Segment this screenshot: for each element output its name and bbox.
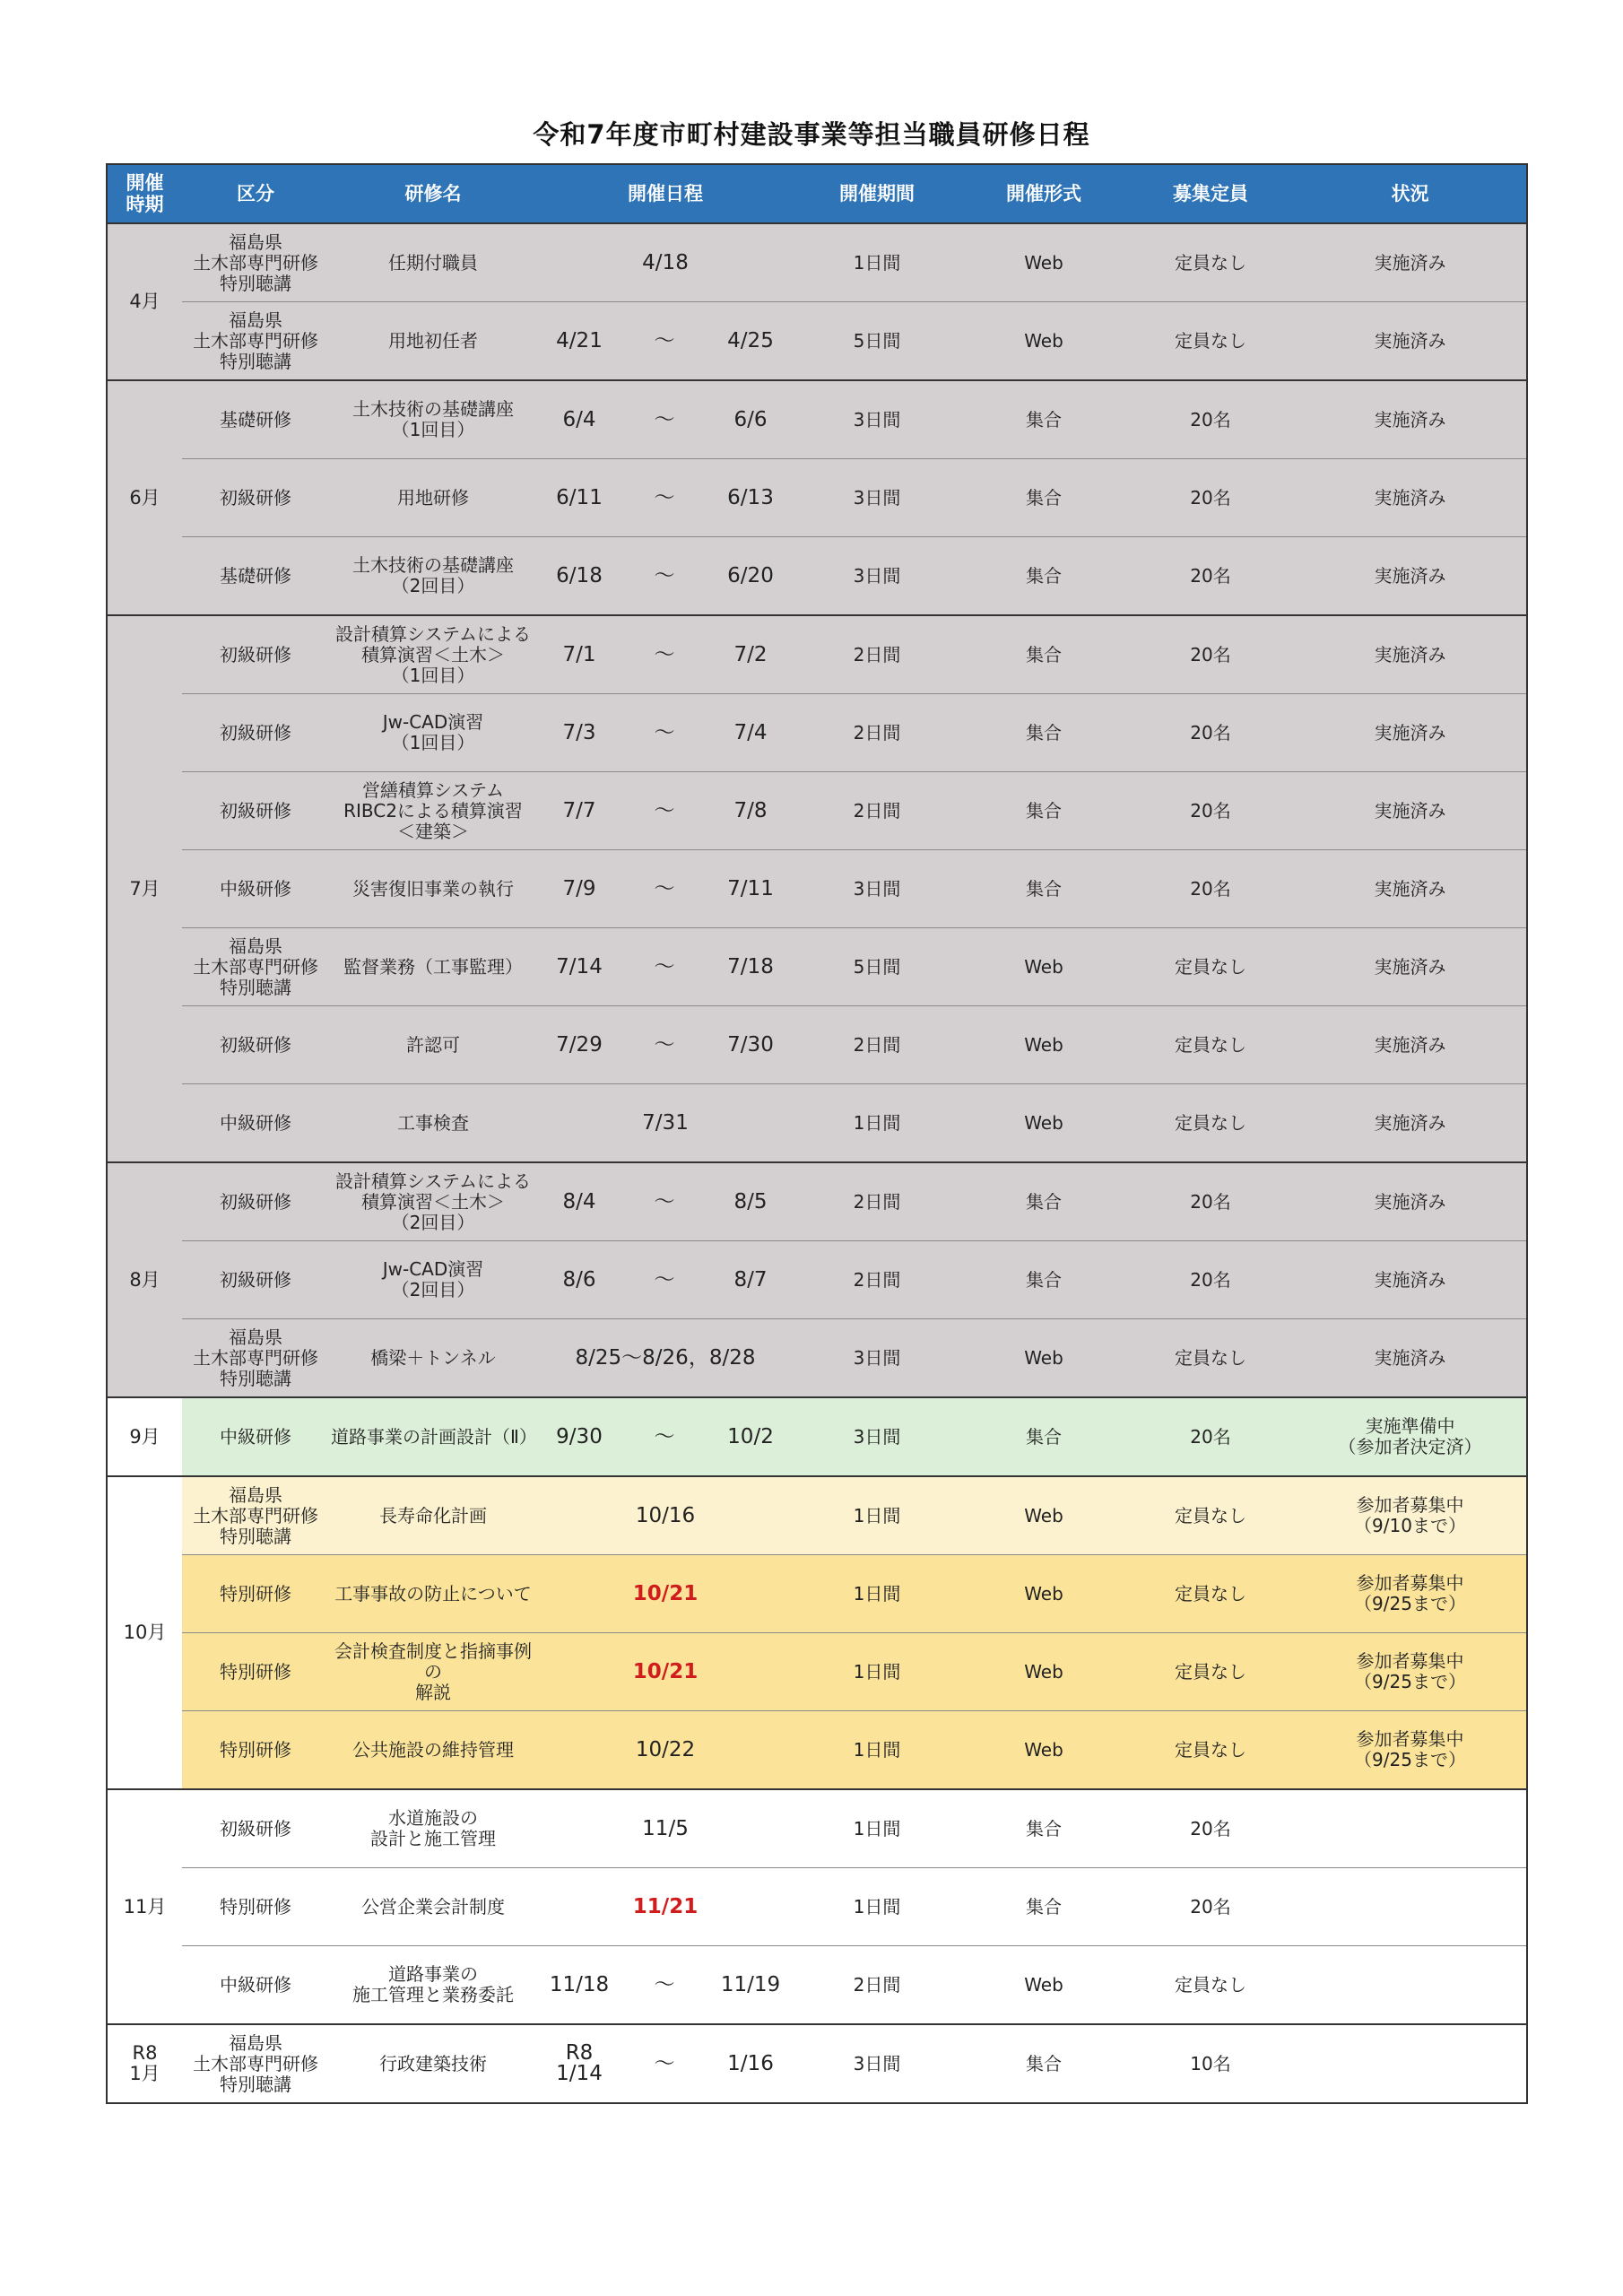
duration-cell: 1日間 — [794, 1555, 960, 1633]
duration-cell: 1日間 — [794, 1789, 960, 1868]
category-cell: 初級研修 — [182, 1006, 329, 1084]
format-cell: 集合 — [960, 2024, 1127, 2103]
course-name-cell: 工事事故の防止について — [329, 1555, 537, 1633]
date-cell: 10/22 — [537, 1711, 794, 1790]
table-row — [107, 1397, 1527, 1476]
date-separator: ～ — [621, 1946, 707, 2025]
start-date-cell: 9/30 — [537, 1397, 621, 1476]
status-cell — [1294, 1946, 1527, 2025]
capacity-cell: 定員なし — [1127, 302, 1294, 381]
format-cell: Web — [960, 302, 1127, 381]
table-row — [107, 772, 1527, 850]
course-name-cell: 営繕積算システム RIBC2による積算演習 ＜建築＞ — [329, 772, 537, 850]
duration-cell: 5日間 — [794, 928, 960, 1006]
table-row — [107, 1555, 1527, 1633]
category-cell: 基礎研修 — [182, 380, 329, 459]
table-row — [107, 1868, 1527, 1946]
capacity-cell: 20名 — [1127, 1397, 1294, 1476]
course-name-cell: 水道施設の 設計と施工管理 — [329, 1789, 537, 1868]
capacity-cell: 20名 — [1127, 1162, 1294, 1241]
start-date-cell: 7/14 — [537, 928, 621, 1006]
end-date-cell: 7/4 — [707, 694, 794, 772]
month-cell: 4月 — [107, 223, 182, 380]
course-name-cell: 工事検査 — [329, 1084, 537, 1163]
start-date-cell: 7/29 — [537, 1006, 621, 1084]
table-row — [107, 1711, 1527, 1790]
category-cell: 福島県 土木部専門研修 特別聴講 — [182, 1319, 329, 1398]
start-date-cell: R8 1/14 — [537, 2024, 621, 2103]
status-cell: 実施済み — [1294, 302, 1527, 381]
table-row — [107, 850, 1527, 928]
date-separator: ～ — [621, 302, 707, 381]
course-name-cell: 道路事業の計画設計（Ⅱ） — [329, 1397, 537, 1476]
date-separator: ～ — [621, 380, 707, 459]
status-cell: 実施済み — [1294, 928, 1527, 1006]
category-cell: 初級研修 — [182, 772, 329, 850]
capacity-cell: 定員なし — [1127, 1946, 1294, 2025]
table-row — [107, 928, 1527, 1006]
format-cell: Web — [960, 1633, 1127, 1711]
end-date-cell: 8/5 — [707, 1162, 794, 1241]
format-cell: 集合 — [960, 380, 1127, 459]
start-date-cell: 8/4 — [537, 1162, 621, 1241]
format-cell: 集合 — [960, 1868, 1127, 1946]
status-cell: 実施済み — [1294, 772, 1527, 850]
course-name-cell: 用地初任者 — [329, 302, 537, 381]
end-date-cell: 6/6 — [707, 380, 794, 459]
capacity-cell: 20名 — [1127, 772, 1294, 850]
header-period: 開催 時期 — [107, 164, 182, 223]
capacity-cell: 定員なし — [1127, 1476, 1294, 1555]
format-cell: Web — [960, 1946, 1127, 2025]
month-cell: 11月 — [107, 1789, 182, 2024]
status-cell: 参加者募集中 （9/10まで） — [1294, 1476, 1527, 1555]
status-cell — [1294, 1868, 1527, 1946]
category-cell: 中級研修 — [182, 1397, 329, 1476]
duration-cell: 2日間 — [794, 1241, 960, 1319]
capacity-cell: 定員なし — [1127, 1555, 1294, 1633]
category-cell: 福島県 土木部専門研修 特別聴講 — [182, 2024, 329, 2103]
date-separator: ～ — [621, 2024, 707, 2103]
date-separator: ～ — [621, 615, 707, 694]
status-cell: 実施済み — [1294, 380, 1527, 459]
status-cell: 実施済み — [1294, 1084, 1527, 1163]
duration-cell: 2日間 — [794, 694, 960, 772]
category-cell: 初級研修 — [182, 694, 329, 772]
start-date-cell: 11/18 — [537, 1946, 621, 2025]
start-date-cell: 6/18 — [537, 537, 621, 616]
course-name-cell: 公営企業会計制度 — [329, 1868, 537, 1946]
capacity-cell: 定員なし — [1127, 1319, 1294, 1398]
category-cell: 初級研修 — [182, 1789, 329, 1868]
date-separator: ～ — [621, 1162, 707, 1241]
table-row — [107, 1162, 1527, 1241]
duration-cell: 1日間 — [794, 1868, 960, 1946]
end-date-cell: 6/13 — [707, 459, 794, 537]
end-date-cell: 7/11 — [707, 850, 794, 928]
end-date-cell: 4/25 — [707, 302, 794, 381]
status-cell: 実施済み — [1294, 1319, 1527, 1398]
start-date-cell: 7/7 — [537, 772, 621, 850]
table-row — [107, 459, 1527, 537]
start-date-cell: 6/4 — [537, 380, 621, 459]
capacity-cell: 10名 — [1127, 2024, 1294, 2103]
status-cell — [1294, 1789, 1527, 1868]
duration-cell: 1日間 — [794, 1711, 960, 1790]
status-cell — [1294, 2024, 1527, 2103]
duration-cell: 3日間 — [794, 459, 960, 537]
end-date-cell: 8/7 — [707, 1241, 794, 1319]
capacity-cell: 20名 — [1127, 459, 1294, 537]
month-cell: 6月 — [107, 380, 182, 615]
start-date-cell: 7/3 — [537, 694, 621, 772]
start-date-cell: 6/11 — [537, 459, 621, 537]
header-category: 区分 — [182, 164, 329, 223]
table-row — [107, 1633, 1527, 1711]
table-row — [107, 2024, 1527, 2103]
start-date-cell: 8/6 — [537, 1241, 621, 1319]
header-status: 状況 — [1294, 164, 1527, 223]
end-date-cell: 6/20 — [707, 537, 794, 616]
format-cell: Web — [960, 1006, 1127, 1084]
table-row — [107, 1946, 1527, 2025]
course-name-cell: 監督業務（工事監理） — [329, 928, 537, 1006]
category-cell: 初級研修 — [182, 459, 329, 537]
table-row — [107, 694, 1527, 772]
category-cell: 中級研修 — [182, 850, 329, 928]
date-separator: ～ — [621, 928, 707, 1006]
date-separator: ～ — [621, 1241, 707, 1319]
capacity-cell: 20名 — [1127, 615, 1294, 694]
format-cell: 集合 — [960, 1162, 1127, 1241]
date-cell: 11/5 — [537, 1789, 794, 1868]
date-cell: 7/31 — [537, 1084, 794, 1163]
capacity-cell: 20名 — [1127, 537, 1294, 616]
table-row — [107, 223, 1527, 302]
capacity-cell: 20名 — [1127, 850, 1294, 928]
duration-cell: 2日間 — [794, 1946, 960, 2025]
start-date-cell: 4/21 — [537, 302, 621, 381]
table-row — [107, 537, 1527, 616]
course-name-cell: 橋梁＋トンネル — [329, 1319, 537, 1398]
table-row — [107, 302, 1527, 381]
capacity-cell: 20名 — [1127, 694, 1294, 772]
start-date-cell: 7/9 — [537, 850, 621, 928]
status-cell: 実施済み — [1294, 1162, 1527, 1241]
table-row — [107, 1241, 1527, 1319]
date-separator: ～ — [621, 1397, 707, 1476]
capacity-cell: 20名 — [1127, 1789, 1294, 1868]
date-cell: 10/16 — [537, 1476, 794, 1555]
format-cell: Web — [960, 1711, 1127, 1790]
category-cell: 中級研修 — [182, 1946, 329, 2025]
course-name-cell: 公共施設の維持管理 — [329, 1711, 537, 1790]
format-cell: 集合 — [960, 615, 1127, 694]
category-cell: 福島県 土木部専門研修 特別聴講 — [182, 1476, 329, 1555]
date-cell: 10/21 — [537, 1555, 794, 1633]
schedule-table — [106, 163, 1528, 2104]
date-cell: 8/25～8/26，8/28 — [537, 1319, 794, 1398]
status-cell: 実施済み — [1294, 1006, 1527, 1084]
category-cell: 特別研修 — [182, 1633, 329, 1711]
header-duration: 開催期間 — [794, 164, 960, 223]
table-row — [107, 1006, 1527, 1084]
status-cell: 実施済み — [1294, 850, 1527, 928]
category-cell: 基礎研修 — [182, 537, 329, 616]
table-row — [107, 1084, 1527, 1163]
duration-cell: 3日間 — [794, 537, 960, 616]
date-cell: 10/21 — [537, 1633, 794, 1711]
duration-cell: 1日間 — [794, 1476, 960, 1555]
capacity-cell: 定員なし — [1127, 1006, 1294, 1084]
duration-cell: 1日間 — [794, 223, 960, 302]
month-cell: 8月 — [107, 1162, 182, 1397]
category-cell: 特別研修 — [182, 1868, 329, 1946]
month-cell: 7月 — [107, 615, 182, 1162]
date-cell: 4/18 — [537, 223, 794, 302]
format-cell: 集合 — [960, 1241, 1127, 1319]
format-cell: 集合 — [960, 459, 1127, 537]
duration-cell: 3日間 — [794, 850, 960, 928]
date-cell: 11/21 — [537, 1868, 794, 1946]
status-cell: 参加者募集中 （9/25まで） — [1294, 1555, 1527, 1633]
course-name-cell: Jw-CAD演習 （1回目） — [329, 694, 537, 772]
status-cell: 参加者募集中 （9/25まで） — [1294, 1711, 1527, 1790]
course-name-cell: 土木技術の基礎講座 （1回目） — [329, 380, 537, 459]
end-date-cell: 7/8 — [707, 772, 794, 850]
format-cell: 集合 — [960, 537, 1127, 616]
capacity-cell: 定員なし — [1127, 928, 1294, 1006]
course-name-cell: 設計積算システムによる 積算演習＜土木＞ （2回目） — [329, 1162, 537, 1241]
date-separator: ～ — [621, 772, 707, 850]
end-date-cell: 11/19 — [707, 1946, 794, 2025]
date-separator: ～ — [621, 537, 707, 616]
date-separator: ～ — [621, 459, 707, 537]
header-capacity: 募集定員 — [1127, 164, 1294, 223]
end-date-cell: 1/16 — [707, 2024, 794, 2103]
status-cell: 実施準備中 （参加者決定済） — [1294, 1397, 1527, 1476]
course-name-cell: 土木技術の基礎講座 （2回目） — [329, 537, 537, 616]
format-cell: 集合 — [960, 1397, 1127, 1476]
course-name-cell: 行政建築技術 — [329, 2024, 537, 2103]
table-row — [107, 615, 1527, 694]
capacity-cell: 20名 — [1127, 1241, 1294, 1319]
month-cell: 10月 — [107, 1476, 182, 1789]
course-name-cell: 長寿命化計画 — [329, 1476, 537, 1555]
month-cell: R8 1月 — [107, 2024, 182, 2103]
date-separator: ～ — [621, 694, 707, 772]
month-cell: 9月 — [107, 1397, 182, 1476]
format-cell: Web — [960, 1476, 1127, 1555]
header-format: 開催形式 — [960, 164, 1127, 223]
category-cell: 福島県 土木部専門研修 特別聴講 — [182, 302, 329, 381]
duration-cell: 1日間 — [794, 1084, 960, 1163]
start-date-cell: 7/1 — [537, 615, 621, 694]
format-cell: Web — [960, 928, 1127, 1006]
category-cell: 福島県 土木部専門研修 特別聴講 — [182, 928, 329, 1006]
status-cell: 参加者募集中 （9/25まで） — [1294, 1633, 1527, 1711]
course-name-cell: 道路事業の 施工管理と業務委託 — [329, 1946, 537, 2025]
date-separator: ～ — [621, 1006, 707, 1084]
status-cell: 実施済み — [1294, 1241, 1527, 1319]
capacity-cell: 定員なし — [1127, 1084, 1294, 1163]
course-name-cell: 災害復旧事業の執行 — [329, 850, 537, 928]
header-schedule: 開催日程 — [537, 164, 794, 223]
category-cell: 特別研修 — [182, 1711, 329, 1790]
end-date-cell: 7/30 — [707, 1006, 794, 1084]
course-name-cell: 任期付職員 — [329, 223, 537, 302]
end-date-cell: 10/2 — [707, 1397, 794, 1476]
format-cell: Web — [960, 1084, 1127, 1163]
category-cell: 初級研修 — [182, 615, 329, 694]
course-name-cell: 設計積算システムによる 積算演習＜土木＞ （1回目） — [329, 615, 537, 694]
header-row — [107, 164, 1527, 223]
duration-cell: 2日間 — [794, 1162, 960, 1241]
format-cell: 集合 — [960, 1789, 1127, 1868]
course-name-cell: 許認可 — [329, 1006, 537, 1084]
format-cell: Web — [960, 223, 1127, 302]
capacity-cell: 定員なし — [1127, 1711, 1294, 1790]
capacity-cell: 定員なし — [1127, 223, 1294, 302]
end-date-cell: 7/2 — [707, 615, 794, 694]
format-cell: Web — [960, 1319, 1127, 1398]
status-cell: 実施済み — [1294, 537, 1527, 616]
category-cell: 福島県 土木部専門研修 特別聴講 — [182, 223, 329, 302]
capacity-cell: 定員なし — [1127, 1633, 1294, 1711]
duration-cell: 2日間 — [794, 615, 960, 694]
format-cell: 集合 — [960, 694, 1127, 772]
format-cell: 集合 — [960, 850, 1127, 928]
category-cell: 特別研修 — [182, 1555, 329, 1633]
duration-cell: 3日間 — [794, 380, 960, 459]
status-cell: 実施済み — [1294, 459, 1527, 537]
duration-cell: 1日間 — [794, 1633, 960, 1711]
header-name: 研修名 — [329, 164, 537, 223]
duration-cell: 2日間 — [794, 1006, 960, 1084]
capacity-cell: 20名 — [1127, 1868, 1294, 1946]
category-cell: 中級研修 — [182, 1084, 329, 1163]
table-row — [107, 380, 1527, 459]
duration-cell: 5日間 — [794, 302, 960, 381]
status-cell: 実施済み — [1294, 615, 1527, 694]
course-name-cell: 用地研修 — [329, 459, 537, 537]
date-separator: ～ — [621, 850, 707, 928]
duration-cell: 2日間 — [794, 772, 960, 850]
page-title: 令和7年度市町村建設事業等担当職員研修日程 — [533, 119, 1090, 150]
format-cell: Web — [960, 1555, 1127, 1633]
category-cell: 初級研修 — [182, 1241, 329, 1319]
status-cell: 実施済み — [1294, 694, 1527, 772]
duration-cell: 3日間 — [794, 1397, 960, 1476]
table-row — [107, 1476, 1527, 1555]
duration-cell: 3日間 — [794, 2024, 960, 2103]
duration-cell: 3日間 — [794, 1319, 960, 1398]
table-row — [107, 1319, 1527, 1398]
end-date-cell: 7/18 — [707, 928, 794, 1006]
course-name-cell: Jw-CAD演習 （2回目） — [329, 1241, 537, 1319]
table-row — [107, 1789, 1527, 1868]
status-cell: 実施済み — [1294, 223, 1527, 302]
format-cell: 集合 — [960, 772, 1127, 850]
category-cell: 初級研修 — [182, 1162, 329, 1241]
course-name-cell: 会計検査制度と指摘事例の 解説 — [329, 1633, 537, 1711]
capacity-cell: 20名 — [1127, 380, 1294, 459]
